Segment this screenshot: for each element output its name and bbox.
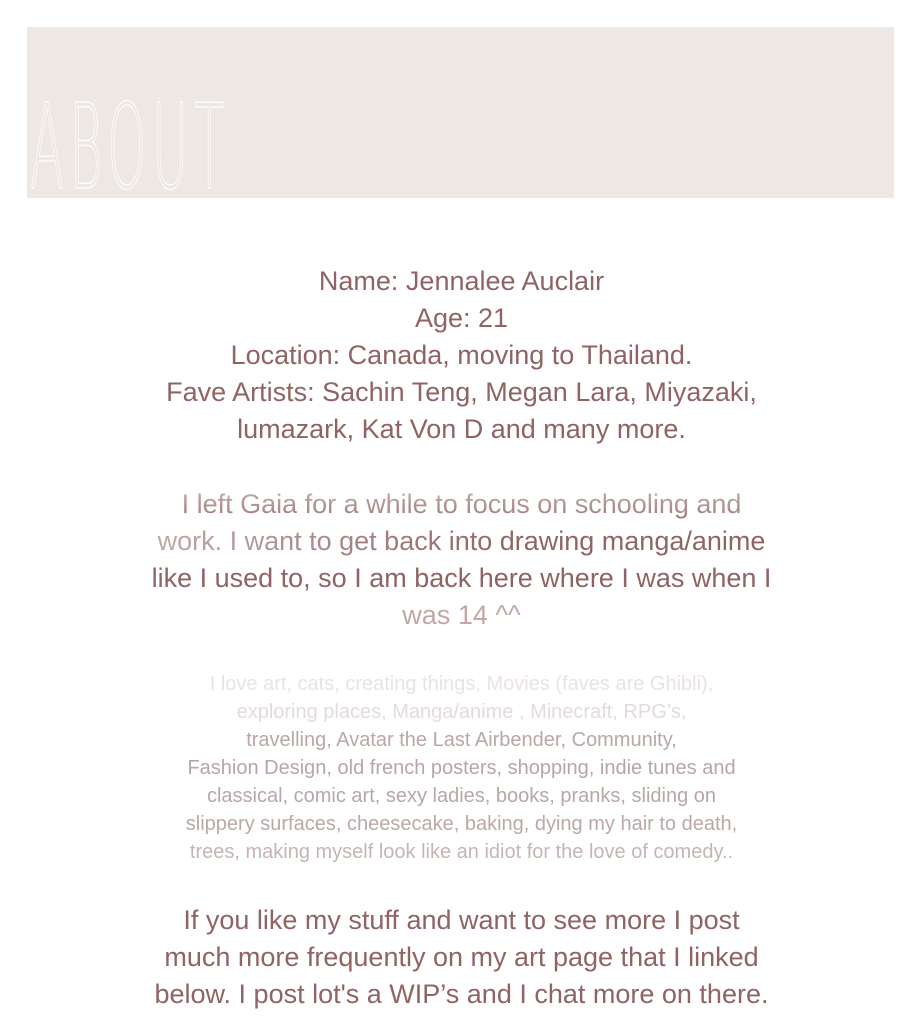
likes-line: slippery surfaces, cheesecake, baking, dying my hair to death,	[185, 813, 738, 835]
likes-line: classical, comic art, sexy ladies, books, pranks, sliding on	[206, 785, 717, 807]
closing-paragraph	[0, 902, 923, 1013]
story-line: I left Gaia for a while to focus on schooling and	[0, 486, 923, 523]
profile-name: Name: Jennalee Auclair	[318, 266, 605, 296]
likes-line: travelling, Avatar the Last Airbender, Community,	[246, 729, 677, 751]
likes-paragraph	[0, 670, 923, 866]
page-title: ABOUT	[30, 78, 231, 216]
profile-location: Location: Canada, moving to Thailand.	[230, 340, 693, 370]
closing-line: If you like my stuff and want to see more I post	[183, 905, 740, 935]
likes-line: trees, making myself look like an idiot for the love of comedy..	[189, 841, 734, 863]
story-line: was 14 ^^	[402, 600, 521, 630]
closing-line: much more frequently on my art page that I linked	[164, 942, 759, 972]
likes-line: exploring places, Manga/anime , Minecraft, RPG’s,	[236, 701, 687, 723]
likes-line: I love art, cats, creating things, Movies (faves are Ghibli),	[209, 673, 714, 695]
likes-line: Fashion Design, old french posters, shopping, indie tunes and	[187, 757, 736, 779]
profile-fave-artists-continued: lumazark, Kat Von D and many more.	[237, 414, 686, 444]
story-line: work. I want to get back into drawing manga/anime	[0, 523, 923, 560]
profile-info	[0, 263, 923, 448]
story-paragraph	[0, 486, 923, 634]
story-line: like I used to, so I am back here where I was when I	[151, 563, 772, 593]
profile-age: Age: 21	[414, 303, 509, 333]
closing-line: below. I post lot's a WIP’s and I chat more on there.	[154, 979, 769, 1009]
profile-fave-artists: Fave Artists: Sachin Teng, Megan Lara, Miyazaki,	[166, 377, 757, 407]
